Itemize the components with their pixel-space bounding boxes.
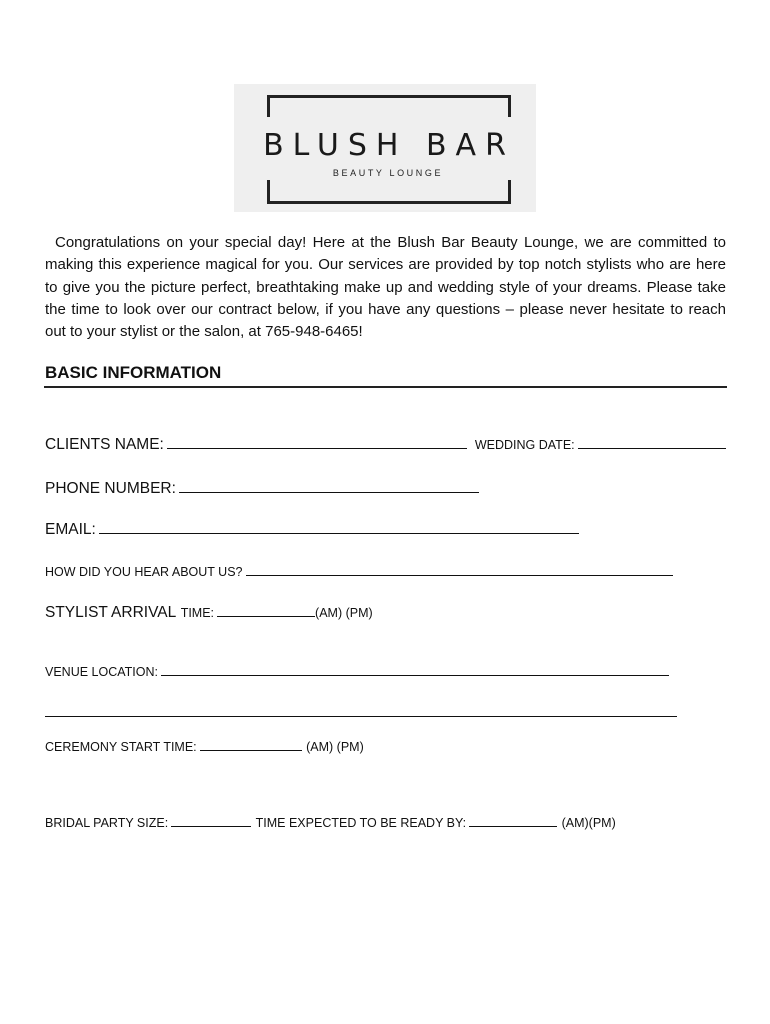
logo-bracket-top bbox=[267, 95, 511, 117]
clients-name-row bbox=[45, 436, 726, 454]
phone-number-row bbox=[45, 480, 479, 498]
logo-brand-name: BLUSH BAR bbox=[263, 128, 515, 163]
referral-field[interactable] bbox=[246, 574, 673, 576]
bridal-party-size-label: BRIDAL PARTY SIZE: bbox=[45, 816, 169, 830]
email-label: EMAIL: bbox=[45, 521, 96, 538]
time-expected-field[interactable] bbox=[469, 825, 557, 827]
ceremony-am-pm[interactable]: (AM) (PM) bbox=[306, 740, 364, 754]
section-divider bbox=[44, 386, 727, 388]
wedding-date-field[interactable] bbox=[578, 447, 726, 449]
intro-paragraph: Congratulations on your special day! Here at the Blush Bar Beauty Lounge, we are committed to making this experience magical for you. Our services are provided by top notch stylists who are here to give you the picture perfect, breathtaking make up and wedding style of your dreams. Please take the time to look over our contract below, if you have any questions – please never hesitate to reach out to your stylist or the salon, at 765-948-6465! bbox=[45, 234, 726, 341]
section-title: BASIC INFORMATION bbox=[45, 363, 222, 382]
logo-bracket-bottom bbox=[267, 180, 511, 204]
wedding-date-label: WEDDING DATE: bbox=[474, 438, 575, 452]
email-field[interactable] bbox=[99, 532, 579, 534]
referral-row bbox=[45, 563, 673, 581]
stylist-arrival-time-field[interactable] bbox=[217, 615, 315, 617]
ceremony-start-label: CEREMONY START TIME: bbox=[45, 740, 197, 754]
ready-am-pm[interactable]: (AM)(PM) bbox=[561, 816, 616, 830]
stylist-am-pm[interactable]: (AM) (PM) bbox=[315, 606, 373, 620]
phone-number-field[interactable] bbox=[179, 491, 479, 493]
logo-tagline: BEAUTY LOUNGE bbox=[332, 168, 444, 178]
ceremony-start-time-field[interactable] bbox=[200, 749, 302, 751]
stylist-arrival-label: STYLIST ARRIVAL bbox=[45, 604, 177, 621]
phone-number-label: PHONE NUMBER: bbox=[45, 480, 176, 497]
venue-location-row bbox=[45, 663, 669, 681]
blush-bar-logo bbox=[234, 84, 536, 212]
stylist-time-label: TIME: bbox=[180, 606, 215, 620]
venue-location-field-line2[interactable] bbox=[45, 716, 677, 717]
venue-location-label: VENUE LOCATION: bbox=[45, 665, 158, 679]
stylist-arrival-row bbox=[45, 604, 373, 622]
clients-name-label: CLIENTS NAME: bbox=[45, 436, 164, 453]
email-row bbox=[45, 521, 579, 539]
venue-location-field[interactable] bbox=[161, 674, 669, 676]
bridal-party-row bbox=[45, 814, 616, 832]
clients-name-field[interactable] bbox=[167, 447, 467, 449]
time-expected-label: TIME EXPECTED TO BE READY BY: bbox=[255, 816, 467, 830]
bridal-party-size-field[interactable] bbox=[171, 825, 251, 827]
ceremony-start-row bbox=[45, 738, 364, 756]
referral-label: HOW DID YOU HEAR ABOUT US? bbox=[45, 565, 243, 579]
